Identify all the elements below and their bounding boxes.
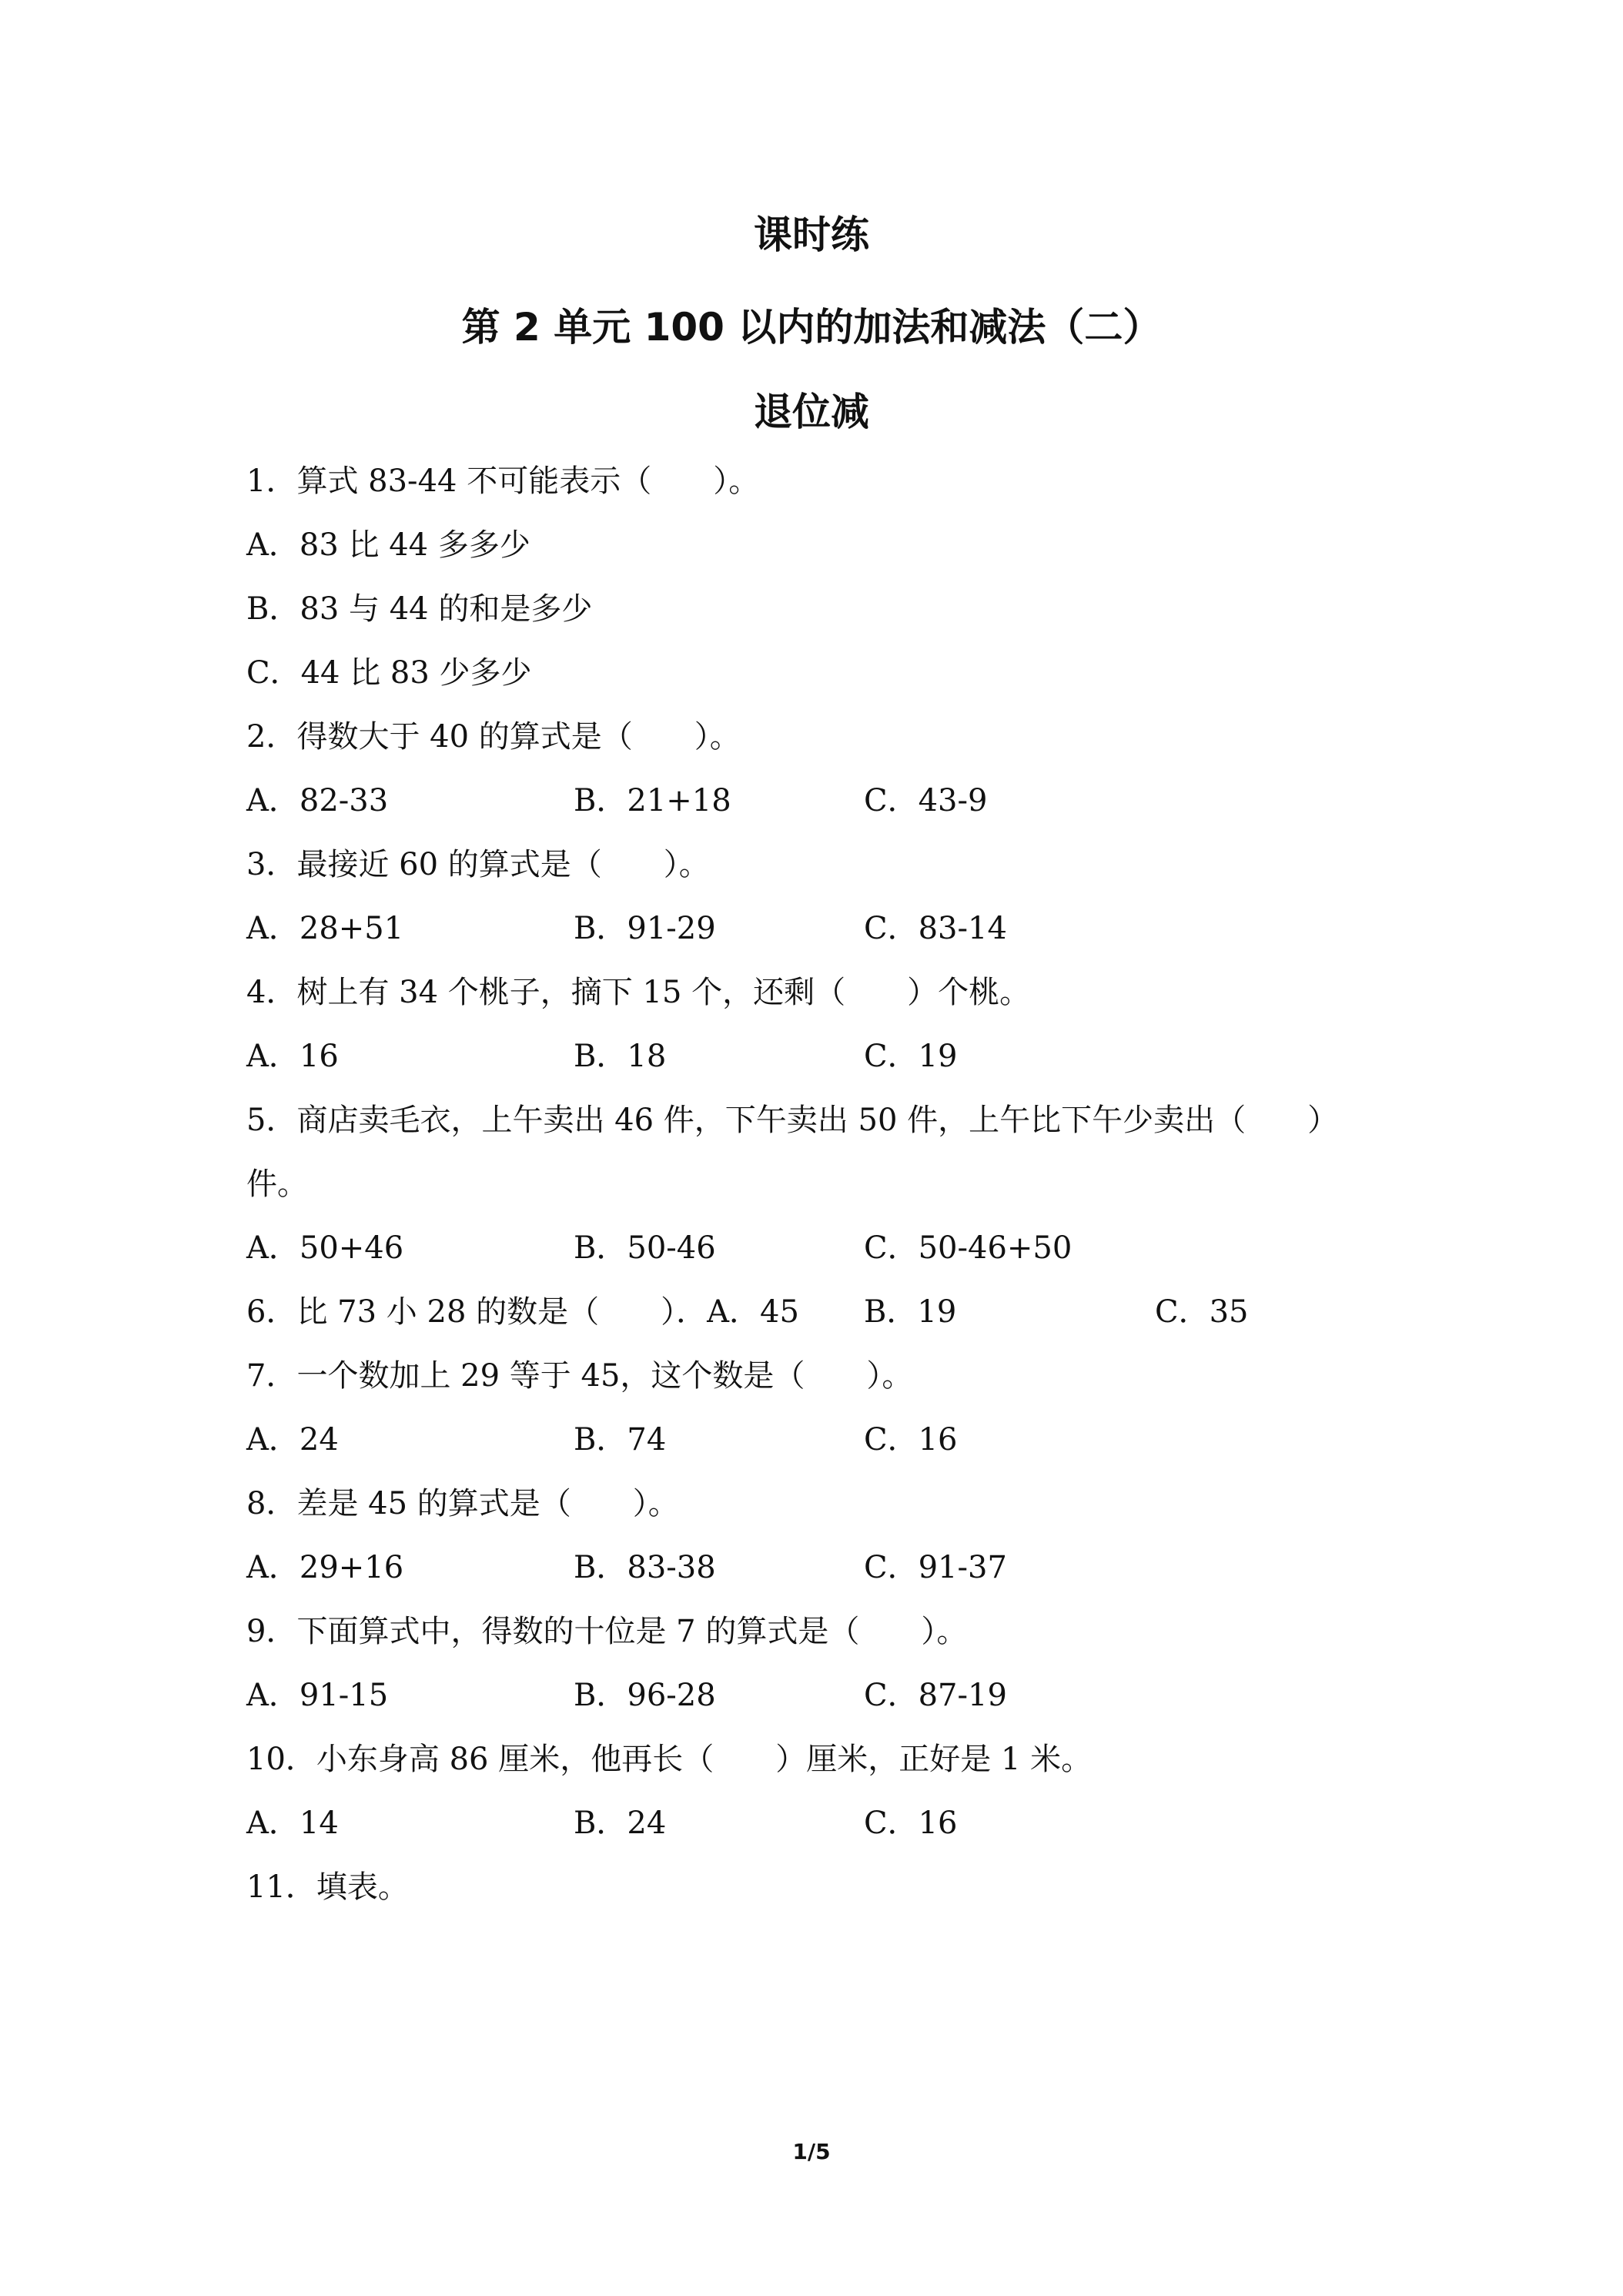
question-3-option-c: C．83-14 (864, 911, 1007, 946)
question-7-option-b: B．74 (574, 1422, 667, 1458)
question-4-option-c: C．19 (864, 1039, 958, 1074)
page-number: 1/5 (792, 2139, 831, 2164)
question-5-option-c: C．50-46+50 (864, 1230, 1073, 1266)
lesson-title: 退位减 (754, 390, 869, 434)
question-7: 7．一个数加上 29 等于 45，这个数是（ ）。 (246, 1358, 913, 1394)
unit-title: 第 2 单元 100 以内的加法和减法（二） (461, 305, 1162, 350)
question-5-option-a: A．50+46 (246, 1230, 404, 1266)
question-4: 4．树上有 34 个桃子，摘下 15 个，还剩（ ）个桃。 (246, 975, 1031, 1010)
question-6-option-b: B．19 (864, 1294, 957, 1330)
question-3-option-a: A．28+51 (246, 911, 404, 946)
question-11: 11．填表。 (246, 1869, 409, 1905)
question-9: 9．下面算式中，得数的十位是 7 的算式是（ ）。 (246, 1614, 968, 1649)
question-5: 5．商店卖毛衣，上午卖出 46 件，下午卖出 50 件，上午比下午少卖出（ ） (246, 1103, 1339, 1138)
question-9-option-c: C．87-19 (864, 1678, 1007, 1713)
question-1-option-c: C．44 比 83 少多少 (246, 655, 532, 691)
question-8: 8．差是 45 的算式是（ ）。 (246, 1486, 679, 1521)
question-1-option-a: A．83 比 44 多多少 (246, 527, 530, 563)
worksheet-title: 课时练 (754, 213, 869, 257)
question-2: 2．得数大于 40 的算式是（ ）。 (246, 719, 741, 755)
question-5-continuation: 件。 (246, 1166, 308, 1202)
question-5-option-b: B．50-46 (574, 1230, 716, 1266)
question-9-option-b: B．96-28 (574, 1678, 716, 1713)
question-2-option-c: C．43-9 (864, 783, 988, 818)
question-6-option-c: C．35 (1155, 1294, 1249, 1330)
question-1-option-b: B．83 与 44 的和是多少 (246, 591, 593, 627)
question-4-option-b: B．18 (574, 1039, 667, 1074)
question-10-option-a: A．14 (246, 1806, 339, 1841)
question-7-option-a: A．24 (246, 1422, 339, 1458)
question-4-option-a: A．16 (246, 1039, 339, 1074)
question-7-option-c: C．16 (864, 1422, 958, 1458)
question-2-option-a: A．82-33 (246, 783, 389, 818)
question-8-option-c: C．91-37 (864, 1550, 1007, 1585)
question-3-option-b: B．91-29 (574, 911, 716, 946)
question-2-option-b: B．21+18 (574, 783, 731, 818)
question-10-option-c: C．16 (864, 1806, 958, 1841)
question-8-option-b: B．83-38 (574, 1550, 716, 1585)
question-8-option-a: A．29+16 (246, 1550, 404, 1585)
question-1: 1．算式 83-44 不可能表示（ ）。 (246, 464, 760, 499)
question-9-option-a: A．91-15 (246, 1678, 389, 1713)
question-10: 10．小东身高 86 厘米，他再长（ ）厘米，正好是 1 米。 (246, 1742, 1093, 1777)
question-10-option-b: B．24 (574, 1806, 667, 1841)
question-3: 3．最接近 60 的算式是（ ）。 (246, 847, 710, 882)
question-6: 6．比 73 小 28 的数是（ ）．A．45 (246, 1294, 799, 1330)
